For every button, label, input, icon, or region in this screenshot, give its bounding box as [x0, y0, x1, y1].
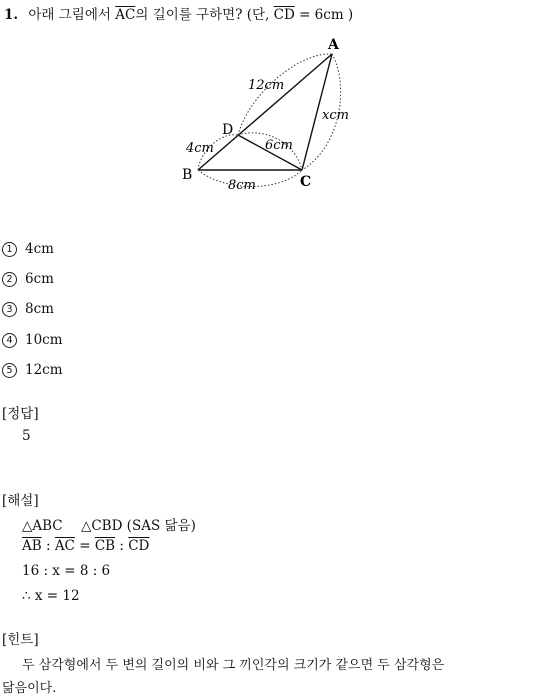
ratio-colon-2: :	[115, 538, 129, 554]
label-bd: 4cm	[186, 141, 214, 156]
choice-marker-4: 4	[2, 333, 17, 348]
label-ac: xcm	[322, 108, 349, 123]
choice-text-3: 8cm	[25, 301, 54, 317]
ratio-colon-1: :	[41, 538, 55, 554]
choice-4[interactable]	[2, 332, 63, 348]
choice-text-5: 12cm	[25, 362, 63, 378]
ratio-cb: $\overline{CB}$	[94, 538, 116, 554]
explanation-heading: [해설]	[2, 493, 39, 509]
question-text-mid: 의 길이를 구하면? (단,	[135, 7, 270, 23]
ratio-ab: $\overline{AB}$	[22, 538, 42, 554]
ratio-ac: $\overline{AC}$	[54, 538, 75, 554]
vertex-b: B	[182, 167, 193, 183]
choice-3[interactable]	[2, 301, 54, 317]
explanation-line-3: 16 : x = 8 : 6	[22, 563, 111, 579]
ratio-equals: =	[74, 538, 95, 554]
vertex-c: C	[300, 174, 312, 190]
segment-cd: $\overline{CD}$	[273, 7, 295, 23]
hint-heading: [힌트]	[2, 632, 39, 648]
similar-triangle-cbd: △CBD (SAS 닮음)	[80, 518, 196, 534]
hint-line-1: 두 삼각형에서 두 변의 길이의 비와 그 끼인각의 크기가 같으면 두 삼각형은	[22, 658, 445, 673]
question-number: 1.	[4, 7, 19, 23]
ratio-cd: $\overline{CD}$	[128, 538, 150, 554]
similar-triangle-abc: △ABC	[22, 518, 63, 534]
segment-ac: $\overline{AC}$	[115, 7, 136, 23]
choice-marker-5: 5	[2, 363, 17, 378]
vertex-d: D	[222, 122, 234, 138]
choice-marker-1: 1	[2, 242, 17, 257]
choice-text-1: 4cm	[25, 241, 54, 257]
choice-text-2: 6cm	[25, 271, 54, 287]
explanation-line-4: ∴ x = 12	[22, 588, 80, 604]
choice-text-4: 10cm	[25, 332, 63, 348]
question-line	[4, 3, 353, 23]
choice-marker-3: 3	[2, 302, 17, 317]
question-text-after: = 6cm )	[299, 7, 354, 23]
explanation-line-2	[22, 538, 149, 554]
label-ad: 12cm	[248, 78, 285, 93]
vertex-a: A	[328, 37, 339, 53]
choice-1[interactable]	[2, 241, 54, 257]
question-text-before: 아래 그림에서	[28, 7, 111, 23]
choice-marker-2: 2	[2, 272, 17, 287]
hint-line-2: 닮음이다.	[2, 681, 57, 696]
triangle-diagram	[170, 32, 370, 197]
choice-2[interactable]	[2, 271, 54, 287]
label-dc: 6cm	[265, 138, 293, 153]
explanation-line-1	[22, 514, 196, 534]
answer-value: 5	[22, 428, 31, 444]
label-bc: 8cm	[228, 178, 256, 193]
choice-5[interactable]	[2, 362, 63, 378]
answer-heading: [정답]	[2, 406, 39, 422]
